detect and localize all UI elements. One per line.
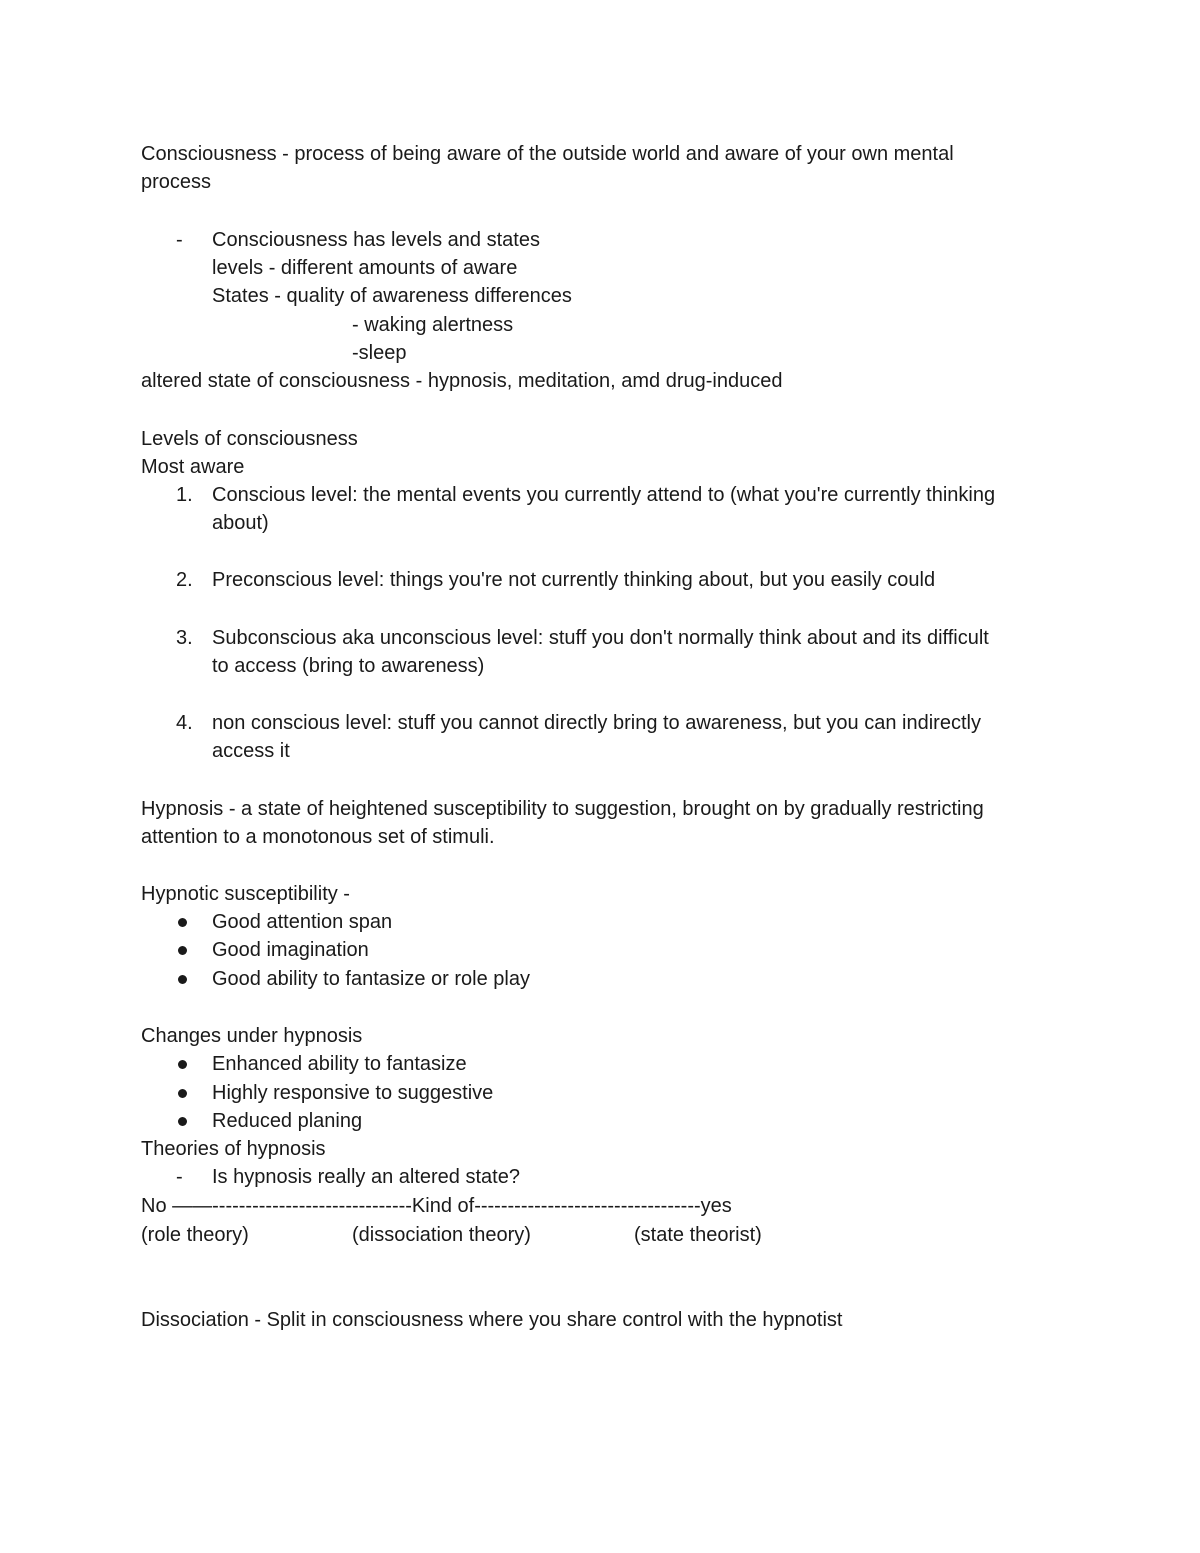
dash-marker: - — [176, 1166, 183, 1188]
definition-line-1: Consciousness - process of being aware of the outside world and aware of your own mental — [141, 143, 954, 165]
scale-label-state: (state theorist) — [634, 1224, 762, 1246]
list-number: 3. — [176, 627, 193, 649]
theories-question: Is hypnosis really an altered state? — [212, 1166, 520, 1188]
levels-states-item: Consciousness has levels and states — [212, 229, 540, 251]
levels-heading: Levels of consciousness — [141, 428, 358, 450]
list-item-text-cont: to access (bring to awareness) — [212, 655, 485, 677]
state-sleep: -sleep — [352, 342, 407, 364]
bullet-icon — [178, 1117, 187, 1126]
list-item-text: non conscious level: stuff you cannot directly bring to awareness, but you can indirectly — [212, 712, 981, 734]
bullet-icon — [178, 1060, 187, 1069]
list-number: 2. — [176, 569, 193, 591]
bullet-item: Good imagination — [212, 939, 369, 961]
bullet-item: Highly responsive to suggestive — [212, 1082, 494, 1104]
bullet-icon — [178, 975, 187, 984]
state-waking: - waking alertness — [352, 314, 514, 336]
bullet-item: Good attention span — [212, 911, 393, 933]
bullet-item: Good ability to fantasize or role play — [212, 968, 530, 990]
list-item-text-cont: access it — [212, 740, 290, 762]
bullet-icon — [178, 946, 187, 955]
most-aware-label: Most aware — [141, 456, 245, 478]
list-number: 1. — [176, 484, 193, 506]
scale-label-dissociation: (dissociation theory) — [352, 1224, 531, 1246]
bullet-icon — [178, 1089, 187, 1098]
dissociation-line: Dissociation - Split in consciousness where you share control with the hypnotist — [141, 1309, 843, 1331]
bullet-item: Reduced planing — [212, 1110, 363, 1132]
list-item-text-cont: about) — [212, 512, 269, 534]
list-number: 4. — [176, 712, 193, 734]
bullet-item: Enhanced ability to fantasize — [212, 1053, 467, 1075]
dash-marker: - — [176, 229, 183, 251]
bullet-icon — [178, 918, 187, 927]
list-item-text: Conscious level: the mental events you currently attend to (what you're currently thinking — [212, 484, 996, 506]
hypnosis-line-1: Hypnosis - a state of heightened susceptibility to suggestion, brought on by gradually restricting — [141, 798, 984, 820]
theories-scale: No ——------------------------------Kind of----------------------------------yes — [141, 1195, 732, 1217]
scale-label-role: (role theory) — [141, 1224, 249, 1246]
altered-state-line: altered state of consciousness - hypnosis, meditation, amd drug-induced — [141, 370, 783, 392]
changes-heading: Changes under hypnosis — [141, 1025, 363, 1047]
hypnosis-line-2: attention to a monotonous set of stimuli. — [141, 826, 495, 848]
definition-line-2: process — [141, 171, 212, 193]
list-item-text: Subconscious aka unconscious level: stuff you don't normally think about and its difficult — [212, 627, 989, 649]
levels-line: levels - different amounts of aware — [212, 257, 518, 279]
list-item-text: Preconscious level: things you're not currently thinking about, but you easily could — [212, 569, 936, 591]
theories-heading: Theories of hypnosis — [141, 1138, 326, 1160]
susceptibility-heading: Hypnotic susceptibility - — [141, 883, 350, 905]
states-line: States - quality of awareness differences — [212, 285, 572, 307]
